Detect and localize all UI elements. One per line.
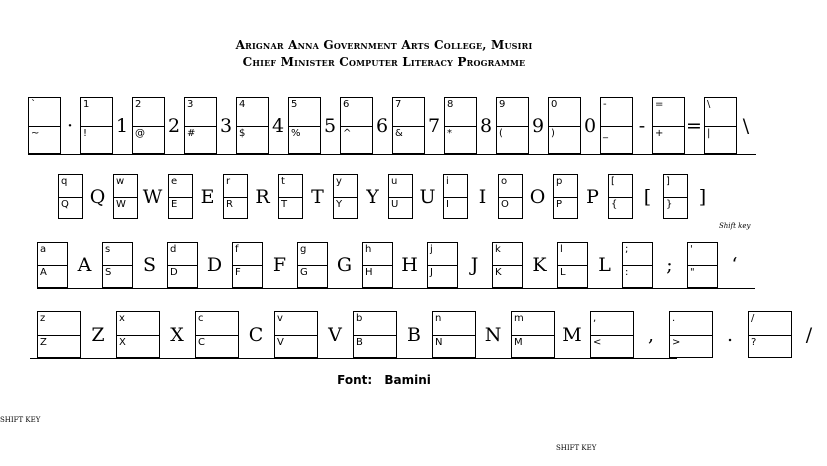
key-label-box bbox=[498, 174, 523, 219]
keyboard-key bbox=[274, 311, 353, 358]
key-divider bbox=[168, 265, 197, 266]
shift-key-note: SHIFT KEY bbox=[0, 416, 41, 424]
key-primary-char: q bbox=[61, 176, 68, 187]
keyboard-key bbox=[432, 311, 511, 358]
key-label-box bbox=[80, 97, 113, 154]
key-shift-char: N bbox=[435, 336, 443, 348]
key-label-box bbox=[704, 97, 737, 154]
key-primary-char: . bbox=[672, 313, 676, 324]
keyboard-key bbox=[669, 311, 748, 358]
key-divider bbox=[59, 197, 82, 198]
keyboard-key bbox=[102, 242, 167, 288]
key-primary-char: 0 bbox=[551, 99, 558, 110]
key-primary-char: g bbox=[300, 244, 307, 255]
bamini-glyph: Q bbox=[89, 185, 106, 208]
key-shift-char: < bbox=[593, 336, 602, 348]
key-primary-char: c bbox=[198, 313, 204, 324]
row-baseline bbox=[37, 288, 755, 289]
key-primary-char: p bbox=[556, 176, 563, 187]
key-shift-char: + bbox=[655, 127, 664, 139]
key-label-box bbox=[443, 174, 468, 219]
key-divider bbox=[275, 335, 317, 336]
keyboard-key bbox=[496, 97, 548, 154]
key-label-box bbox=[652, 97, 685, 154]
key-shift-char: ) bbox=[551, 127, 555, 139]
keyboard-key bbox=[167, 242, 232, 288]
bamini-glyph: , bbox=[647, 323, 655, 346]
key-shift-char: & bbox=[395, 127, 403, 139]
key-label-box bbox=[392, 97, 425, 154]
keyboard-row-home bbox=[37, 242, 752, 288]
key-label-box bbox=[432, 311, 476, 358]
key-divider bbox=[688, 265, 717, 266]
key-label-box bbox=[278, 174, 303, 219]
key-primary-char: 5 bbox=[291, 99, 298, 110]
keyboard-key bbox=[704, 97, 756, 154]
bamini-glyph: P bbox=[586, 185, 599, 208]
key-divider bbox=[493, 265, 522, 266]
key-primary-char: l bbox=[560, 244, 563, 255]
bamini-glyph: 8 bbox=[479, 114, 493, 137]
key-divider bbox=[389, 197, 412, 198]
key-divider bbox=[103, 265, 132, 266]
bamini-glyph: / bbox=[805, 323, 813, 346]
bamini-glyph: Y bbox=[366, 185, 379, 208]
key-label-box bbox=[58, 174, 83, 219]
key-divider bbox=[185, 126, 216, 127]
programme-title: Chief Minister Computer Literacy Programme bbox=[242, 55, 526, 69]
keyboard-key bbox=[80, 97, 132, 154]
key-primary-char: f bbox=[235, 244, 239, 255]
key-label-box bbox=[511, 311, 555, 358]
key-primary-char: 2 bbox=[135, 99, 142, 110]
key-divider bbox=[114, 197, 137, 198]
key-shift-char: F bbox=[235, 267, 241, 278]
key-divider bbox=[237, 126, 268, 127]
bamini-glyph: G bbox=[336, 254, 353, 276]
key-shift-char: % bbox=[291, 127, 301, 139]
key-divider bbox=[298, 265, 327, 266]
key-primary-char: 1 bbox=[83, 99, 90, 110]
row-baseline bbox=[28, 154, 756, 155]
key-divider bbox=[224, 197, 247, 198]
key-primary-char: u bbox=[391, 176, 398, 187]
key-label-box bbox=[297, 242, 328, 288]
key-shift-char: > bbox=[672, 336, 681, 348]
key-label-box bbox=[353, 311, 397, 358]
key-divider bbox=[653, 126, 684, 127]
key-shift-char: " bbox=[690, 267, 695, 278]
key-primary-char: w bbox=[116, 176, 125, 187]
bamini-glyph: V bbox=[328, 323, 342, 346]
key-label-box bbox=[236, 97, 269, 154]
keyboard-key bbox=[28, 97, 80, 154]
key-shift-char: $ bbox=[239, 127, 246, 139]
key-shift-char: K bbox=[495, 267, 502, 278]
key-divider bbox=[289, 126, 320, 127]
key-primary-char: d bbox=[170, 244, 177, 255]
key-label-box bbox=[223, 174, 248, 219]
bamini-glyph: 3 bbox=[219, 114, 233, 137]
key-shift-char: T bbox=[281, 198, 288, 210]
keyboard-key bbox=[195, 311, 274, 358]
key-divider bbox=[38, 335, 80, 336]
key-shift-char: R bbox=[226, 198, 233, 210]
key-primary-char: x bbox=[119, 313, 125, 324]
bamini-glyph: O bbox=[529, 185, 546, 208]
key-label-box bbox=[288, 97, 321, 154]
key-primary-char: 6 bbox=[343, 99, 350, 110]
key-shift-char: ! bbox=[83, 127, 88, 139]
bamini-glyph: ‘ bbox=[731, 254, 738, 276]
key-primary-char: ` bbox=[31, 99, 36, 110]
key-shift-char: | bbox=[707, 127, 711, 139]
key-divider bbox=[169, 197, 192, 198]
bamini-glyph: \ bbox=[742, 114, 750, 137]
keyboard-key bbox=[223, 174, 278, 219]
key-primary-char: [ bbox=[611, 176, 615, 187]
key-label-box bbox=[37, 311, 81, 358]
key-primary-char: s bbox=[105, 244, 111, 255]
key-label-box bbox=[102, 242, 133, 288]
key-divider bbox=[623, 265, 652, 266]
key-divider bbox=[445, 126, 476, 127]
key-shift-char: P bbox=[556, 198, 563, 210]
key-shift-char: I bbox=[446, 198, 449, 210]
key-shift-char: D bbox=[170, 267, 178, 278]
bamini-glyph: 5 bbox=[323, 114, 337, 137]
key-shift-char: A bbox=[40, 267, 47, 278]
keyboard-key bbox=[232, 242, 297, 288]
key-primary-char: m bbox=[514, 313, 524, 324]
bamini-glyph: · bbox=[66, 114, 74, 137]
key-label-box bbox=[590, 311, 634, 358]
bamini-glyph: ; bbox=[666, 254, 673, 276]
key-divider bbox=[354, 335, 396, 336]
key-shift-char: { bbox=[611, 198, 618, 210]
key-label-box bbox=[444, 97, 477, 154]
key-label-box bbox=[492, 242, 523, 288]
bamini-glyph: T bbox=[311, 185, 324, 208]
bamini-glyph: X bbox=[170, 323, 184, 346]
font-caption bbox=[0, 373, 768, 387]
key-label-box bbox=[600, 97, 633, 154]
keyboard-key bbox=[600, 97, 652, 154]
bamini-glyph: ] bbox=[698, 185, 707, 208]
bamini-glyph: H bbox=[401, 254, 418, 276]
key-shift-char: S bbox=[105, 267, 112, 278]
key-shift-char: E bbox=[171, 198, 178, 210]
key-label-box bbox=[362, 242, 393, 288]
key-divider bbox=[38, 265, 67, 266]
row-baseline bbox=[30, 358, 677, 359]
key-label-box bbox=[548, 97, 581, 154]
key-divider bbox=[428, 265, 457, 266]
key-shift-char: U bbox=[391, 198, 399, 210]
key-primary-char: v bbox=[277, 313, 283, 324]
bamini-glyph: N bbox=[484, 323, 502, 346]
keyboard-key bbox=[557, 242, 622, 288]
key-shift-char: _ bbox=[603, 127, 608, 139]
key-primary-char: 4 bbox=[239, 99, 246, 110]
key-shift-char: ( bbox=[499, 127, 503, 139]
key-shift-char: O bbox=[501, 198, 509, 210]
key-divider bbox=[670, 335, 712, 336]
key-divider bbox=[29, 126, 60, 127]
key-divider bbox=[196, 335, 238, 336]
bamini-glyph: A bbox=[77, 254, 92, 276]
keyboard-key bbox=[663, 174, 718, 219]
bamini-glyph: . bbox=[726, 323, 734, 346]
key-shift-char: ? bbox=[751, 336, 757, 348]
keyboard-key bbox=[340, 97, 392, 154]
bamini-glyph: W bbox=[142, 185, 163, 208]
keyboard-key bbox=[492, 242, 557, 288]
key-label-box bbox=[748, 311, 792, 358]
key-primary-char: , bbox=[593, 313, 597, 324]
key-shift-char: Q bbox=[61, 198, 69, 210]
key-primary-char: n bbox=[435, 313, 442, 324]
key-label-box bbox=[496, 97, 529, 154]
keyboard-key bbox=[184, 97, 236, 154]
key-shift-char: * bbox=[447, 127, 452, 139]
key-primary-char: e bbox=[171, 176, 178, 187]
bamini-glyph: S bbox=[142, 254, 157, 276]
keyboard-key bbox=[498, 174, 553, 219]
bamini-glyph: E bbox=[200, 185, 215, 208]
bamini-glyph: D bbox=[206, 254, 223, 276]
key-label-box bbox=[333, 174, 358, 219]
key-primary-char: 9 bbox=[499, 99, 506, 110]
key-primary-char: a bbox=[40, 244, 47, 255]
key-divider bbox=[444, 197, 467, 198]
bamini-glyph: [ bbox=[643, 185, 652, 208]
key-label-box bbox=[195, 311, 239, 358]
bamini-glyph: Z bbox=[91, 323, 105, 346]
keyboard-row-bottom bbox=[37, 311, 827, 358]
keyboard-key bbox=[427, 242, 492, 288]
key-label-box bbox=[553, 174, 578, 219]
key-divider bbox=[512, 335, 554, 336]
key-label-box bbox=[663, 174, 688, 219]
keyboard-key bbox=[58, 174, 113, 219]
key-divider bbox=[558, 265, 587, 266]
bamini-glyph: - bbox=[638, 114, 646, 137]
shift-key-note: Shift key bbox=[719, 222, 751, 230]
key-primary-char: 7 bbox=[395, 99, 402, 110]
key-label-box bbox=[557, 242, 588, 288]
key-shift-char: @ bbox=[135, 127, 145, 139]
keyboard-key bbox=[333, 174, 388, 219]
key-primary-char: i bbox=[446, 176, 449, 187]
key-shift-char: V bbox=[277, 336, 284, 348]
key-shift-char: X bbox=[119, 336, 126, 348]
keyboard-key bbox=[444, 97, 496, 154]
key-divider bbox=[497, 126, 528, 127]
bamini-glyph: 0 bbox=[583, 114, 597, 137]
bamini-glyph: 1 bbox=[115, 114, 129, 137]
key-label-box bbox=[622, 242, 653, 288]
key-primary-char: y bbox=[336, 176, 342, 187]
key-label-box bbox=[184, 97, 217, 154]
keyboard-key bbox=[278, 174, 333, 219]
key-label-box bbox=[340, 97, 373, 154]
key-divider bbox=[341, 126, 372, 127]
key-divider bbox=[334, 197, 357, 198]
key-label-box bbox=[232, 242, 263, 288]
keyboard-key bbox=[362, 242, 427, 288]
keyboard-key bbox=[297, 242, 362, 288]
key-label-box bbox=[427, 242, 458, 288]
key-divider bbox=[664, 197, 687, 198]
key-label-box bbox=[28, 97, 61, 154]
keyboard-row-numbers bbox=[28, 97, 756, 154]
key-primary-char: z bbox=[40, 313, 46, 324]
college-title: Arignar Anna Government Arts College, Musiri bbox=[235, 38, 533, 52]
key-primary-char: - bbox=[603, 99, 607, 110]
keyboard-key bbox=[608, 174, 663, 219]
key-divider bbox=[591, 335, 633, 336]
keyboard-key bbox=[652, 97, 704, 154]
bamini-glyph: L bbox=[598, 254, 611, 276]
key-primary-char: o bbox=[501, 176, 508, 187]
bamini-glyph: 7 bbox=[427, 114, 441, 137]
bamini-glyph: J bbox=[470, 254, 479, 276]
keyboard-key bbox=[443, 174, 498, 219]
key-primary-char: ' bbox=[690, 244, 693, 255]
key-label-box bbox=[116, 311, 160, 358]
key-shift-char: B bbox=[356, 336, 363, 348]
bamini-glyph: 4 bbox=[271, 114, 285, 137]
key-shift-char: ~ bbox=[31, 127, 40, 139]
key-shift-char: : bbox=[625, 267, 629, 278]
keyboard-key bbox=[748, 311, 827, 358]
keyboard-key bbox=[236, 97, 288, 154]
key-primary-char: h bbox=[365, 244, 372, 255]
key-shift-char: ^ bbox=[343, 127, 352, 139]
keyboard-key bbox=[132, 97, 184, 154]
keyboard-key bbox=[113, 174, 168, 219]
bamini-glyph: M bbox=[562, 323, 582, 346]
keyboard-key bbox=[388, 174, 443, 219]
key-divider bbox=[433, 335, 475, 336]
bamini-glyph: K bbox=[532, 254, 547, 276]
keyboard-key bbox=[622, 242, 687, 288]
key-divider bbox=[117, 335, 159, 336]
key-shift-char: G bbox=[300, 267, 308, 278]
key-divider bbox=[233, 265, 262, 266]
key-divider bbox=[609, 197, 632, 198]
keyboard-key bbox=[687, 242, 752, 288]
keyboard-key bbox=[590, 311, 669, 358]
key-label-box bbox=[687, 242, 718, 288]
key-primary-char: \ bbox=[707, 99, 711, 110]
key-divider bbox=[549, 126, 580, 127]
key-label-box bbox=[168, 174, 193, 219]
key-label-box bbox=[132, 97, 165, 154]
key-primary-char: k bbox=[495, 244, 501, 255]
key-divider bbox=[81, 126, 112, 127]
keyboard-key bbox=[288, 97, 340, 154]
bamini-glyph: F bbox=[272, 254, 287, 276]
key-primary-char: t bbox=[281, 176, 285, 187]
bamini-glyph: U bbox=[419, 185, 436, 208]
key-primary-char: 3 bbox=[187, 99, 194, 110]
keyboard-key bbox=[168, 174, 223, 219]
key-primary-char: = bbox=[655, 99, 664, 110]
key-divider bbox=[133, 126, 164, 127]
font-name: Bamini bbox=[384, 373, 431, 387]
keyboard-key bbox=[553, 174, 608, 219]
key-shift-char: } bbox=[666, 198, 673, 210]
key-primary-char: j bbox=[430, 244, 433, 255]
key-shift-char: W bbox=[116, 198, 126, 210]
keyboard-key bbox=[511, 311, 590, 358]
key-divider bbox=[499, 197, 522, 198]
bamini-glyph: 6 bbox=[375, 114, 389, 137]
keyboard-key bbox=[37, 242, 102, 288]
keyboard-key bbox=[548, 97, 600, 154]
key-shift-char: M bbox=[514, 336, 523, 348]
key-label-box bbox=[37, 242, 68, 288]
bamini-glyph: R bbox=[255, 185, 270, 208]
bamini-glyph: B bbox=[407, 323, 421, 346]
keyboard-key bbox=[392, 97, 444, 154]
key-shift-char: H bbox=[365, 267, 373, 278]
key-divider bbox=[601, 126, 632, 127]
key-label-box bbox=[388, 174, 413, 219]
bamini-glyph: 2 bbox=[167, 114, 181, 137]
keyboard-key bbox=[353, 311, 432, 358]
bamini-glyph: C bbox=[248, 323, 264, 346]
key-divider bbox=[393, 126, 424, 127]
key-label-box bbox=[608, 174, 633, 219]
bamini-glyph: = bbox=[686, 114, 702, 137]
key-shift-char: Y bbox=[336, 198, 343, 210]
key-divider bbox=[554, 197, 577, 198]
key-label-box bbox=[669, 311, 713, 358]
keyboard-key bbox=[116, 311, 195, 358]
key-divider bbox=[279, 197, 302, 198]
key-divider bbox=[363, 265, 392, 266]
key-shift-char: # bbox=[187, 127, 196, 139]
key-shift-char: Z bbox=[40, 336, 47, 348]
key-primary-char: / bbox=[751, 313, 755, 324]
key-divider bbox=[705, 126, 736, 127]
keyboard-key bbox=[37, 311, 116, 358]
key-primary-char: 8 bbox=[447, 99, 454, 110]
key-shift-char: C bbox=[198, 336, 205, 348]
key-primary-char: r bbox=[226, 176, 231, 187]
font-label: Font: bbox=[337, 373, 373, 387]
key-primary-char: ; bbox=[625, 244, 629, 255]
key-divider bbox=[749, 335, 791, 336]
key-shift-char: J bbox=[430, 267, 433, 278]
key-label-box bbox=[167, 242, 198, 288]
keyboard-row-top-letters bbox=[58, 174, 718, 219]
key-primary-char: b bbox=[356, 313, 363, 324]
key-label-box bbox=[274, 311, 318, 358]
key-shift-char: L bbox=[560, 267, 566, 278]
bamini-glyph: I bbox=[478, 185, 487, 208]
key-label-box bbox=[113, 174, 138, 219]
bamini-glyph: 9 bbox=[531, 114, 545, 137]
key-primary-char: ] bbox=[666, 176, 670, 187]
shift-key-note: SHIFT KEY bbox=[556, 444, 597, 452]
